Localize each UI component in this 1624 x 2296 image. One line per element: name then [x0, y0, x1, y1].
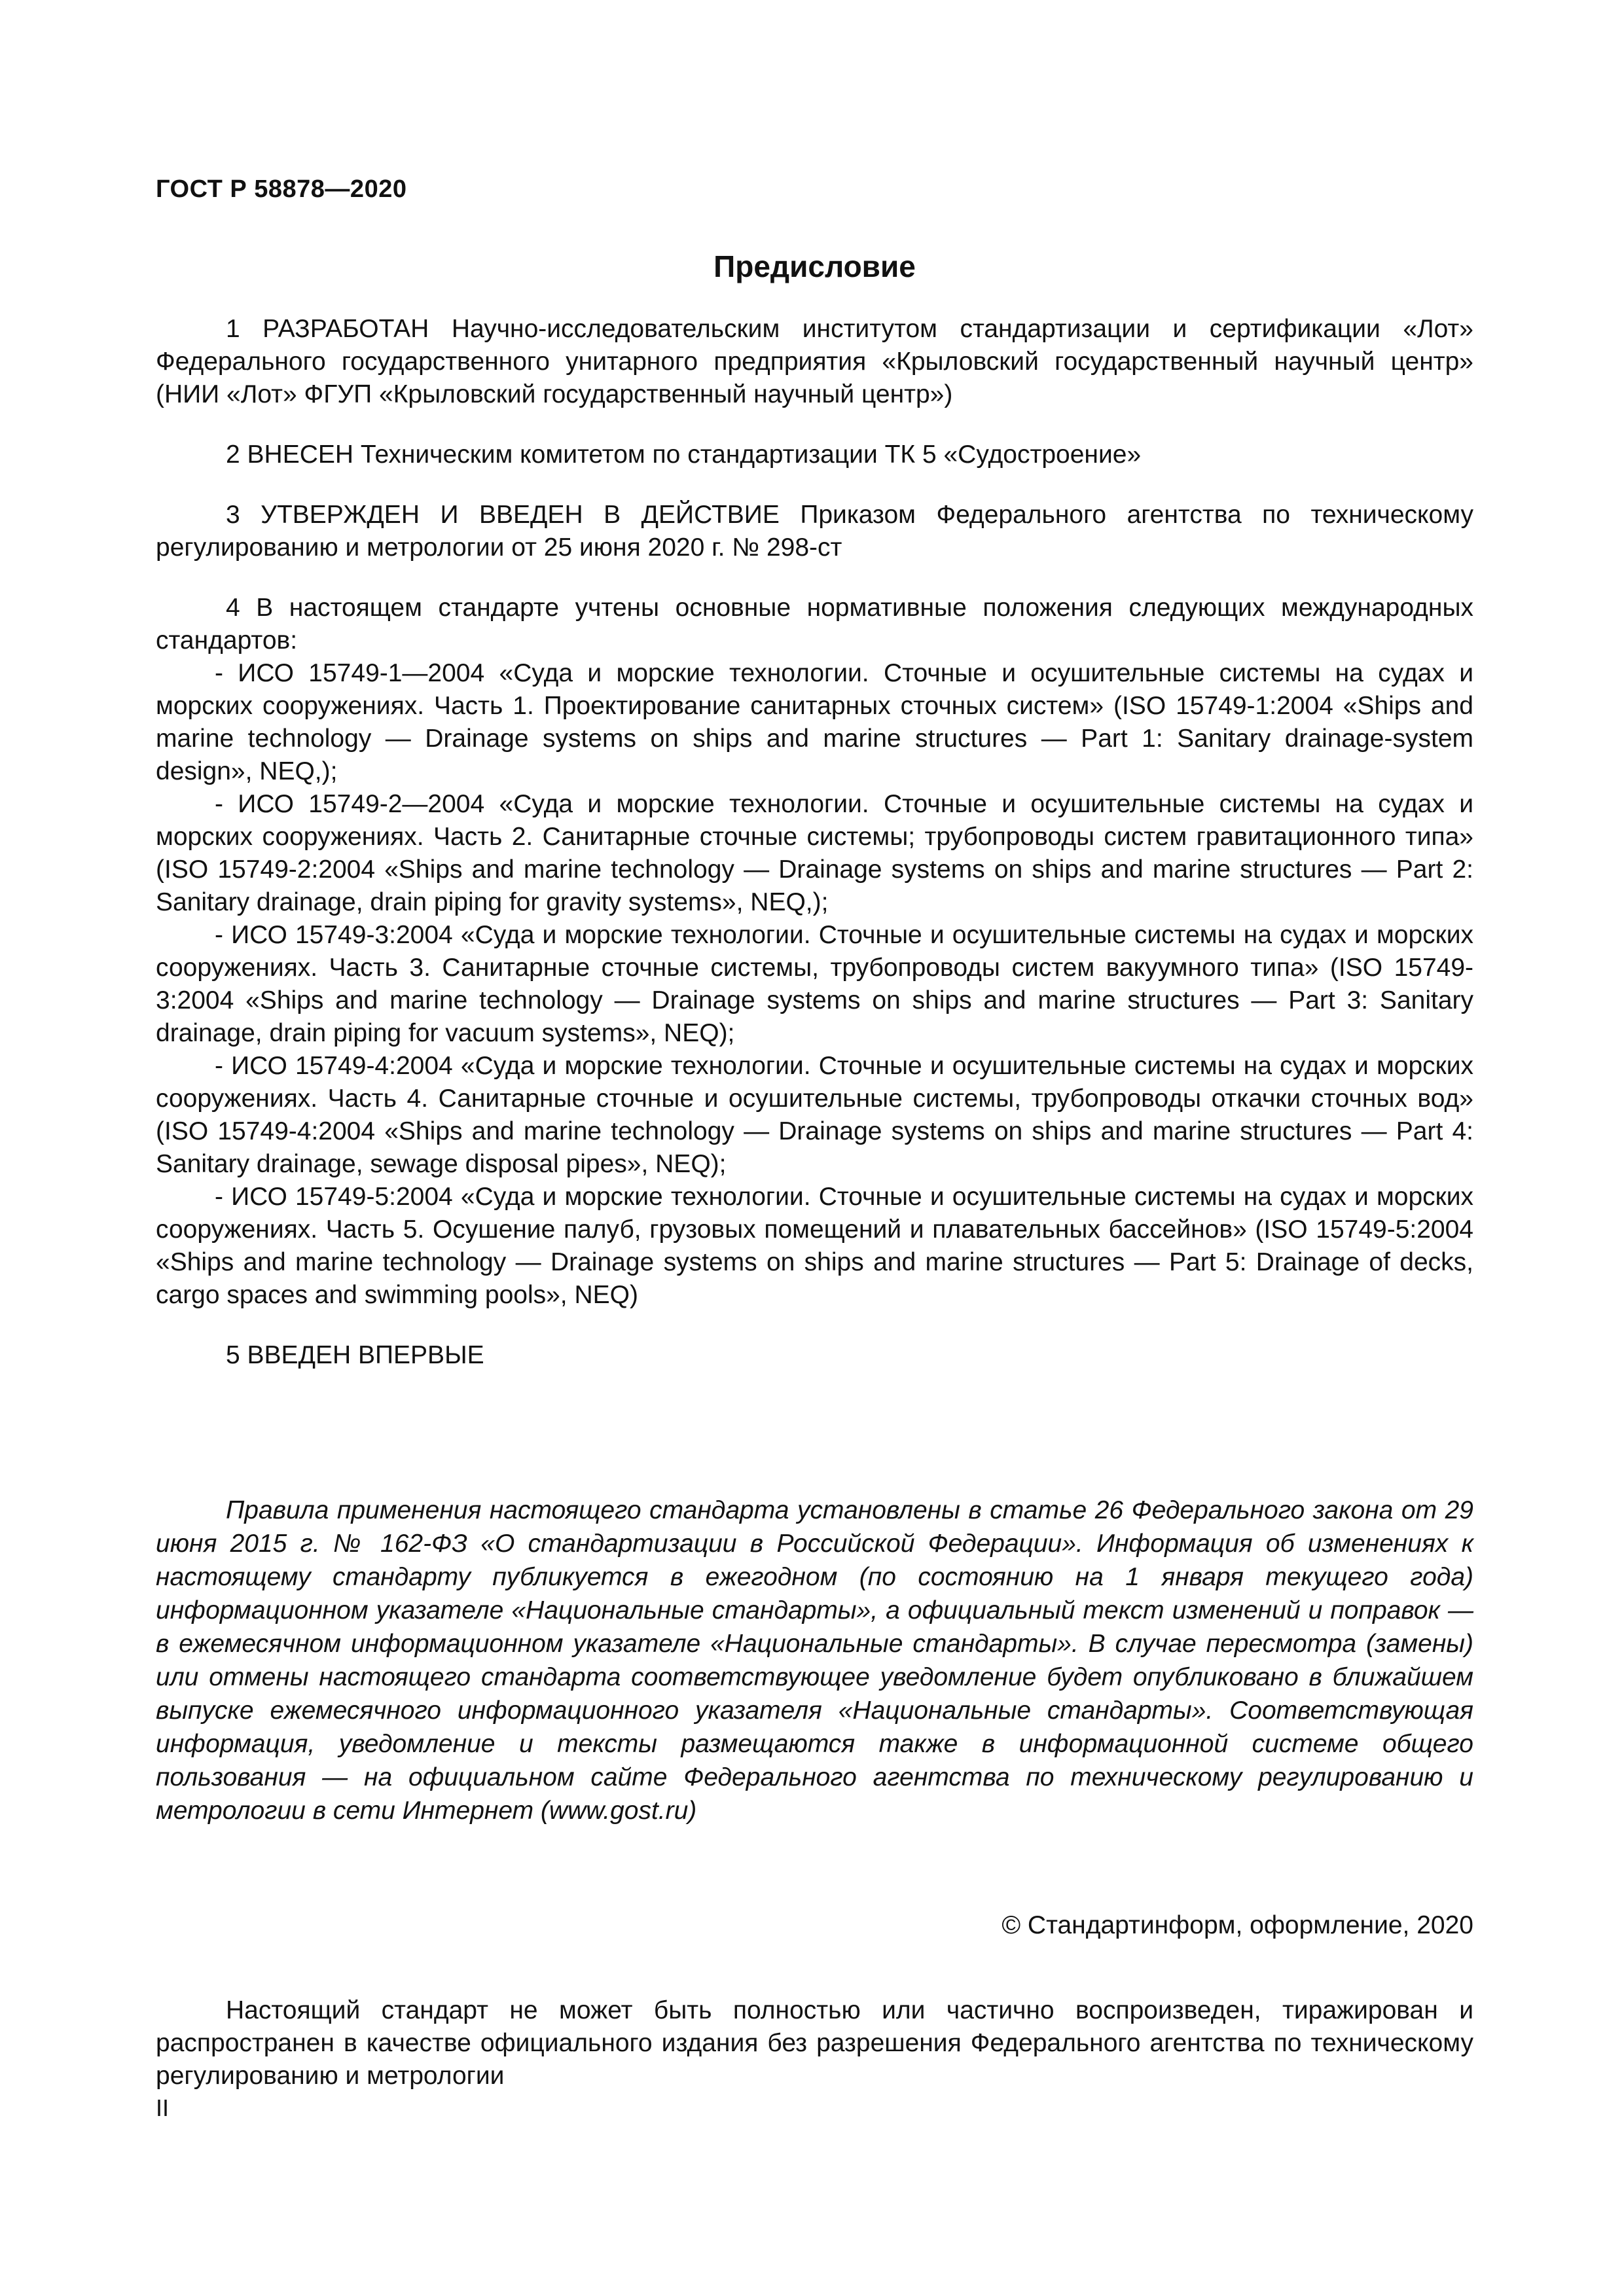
list-item: - ИСО 15749-1—2004 «Суда и морские технологии. Сточные и осушительные системы на судах и морских сооружениях. Часть 1. Проектирование санитарных сточных систем» (ISO 15749-1:2004 «Ships and marine technology — Drainage systems on ships and marine structures — Part 1: Sanitary drainage-system design», NEQ,); [156, 659, 1473, 785]
legal-notice: Правила применения настоящего стандарта установлены в статье 26 Федерального закона от 29 июня 2015 г. № 162-ФЗ «О стандартизации в Российской Федерации». Информация об изменениях к настоящему стандарту публикуется в ежегодном (по состоянию на 1 января текущего года) информационном указателе «Национальные стандарты», а официальный текст изменений и поправок — в ежемесячном информационном указателе «Национальные стандарты». В случае пересмотра (замены) или отмены настоящего стандарта соответствующее уведомление будет опубликовано в ближайшем выпуске ежемесячного информационного указателя «Национальные стандарты». Соответствующая информация, уведомление и тексты размещаются также в информационной системе общего пользования — на официальном сайте Федерального агентства по техническому регулированию и метрологии в сети Интернет (www.gost.ru) [156, 1496, 1473, 1825]
paragraph-developed: 1 РАЗРАБОТАН Научно-исследовательским институтом стандартизации и сертификации «Лот» Федерального государственного унитарного предприятия «Крыловский государственный научный центр» (НИИ «Лот» ФГУП «Крыловский государственный научный центр») [156, 315, 1473, 408]
page-title: Предисловие [713, 249, 916, 283]
paragraph-standards-intro: 4 В настоящем стандарте учтены основные нормативные положения следующих международных стандартов: [156, 594, 1473, 655]
list-item: - ИСО 15749-4:2004 «Суда и морские технологии. Сточные и осушительные системы на судах и морских сооружениях. Часть 4. Санитарные сточные и осушительные системы, трубопроводы откачки сточных вод» (ISO 15749-4:2004 «Ships and marine technology — Drainage systems on ships and marine structures — Part 4: Sanitary drainage, sewage disposal pipes», NEQ); [156, 1052, 1473, 1178]
preface-body [156, 313, 1473, 1372]
page-number: II [156, 2094, 170, 2121]
paragraph-submitted: 2 ВНЕСЕН Техническим комитетом по стандартизации ТК 5 «Судостроение» [226, 440, 1142, 469]
list-item: - ИСО 15749-2—2004 «Суда и морские технологии. Сточные и осушительные системы на судах и морских сооружениях. Часть 2. Санитарные сточные системы; трубопроводы систем гравитационного типа» (ISO 15749-2:2004 «Ships and marine technology — Drainage systems on ships and marine structures — Part 2: Sanitary drainage, drain piping for gravity systems», NEQ,); [156, 790, 1473, 916]
paragraph-first-introduced: 5 ВВЕДЕН ВПЕРВЫЕ [226, 1341, 484, 1369]
document-code: ГОСТ Р 58878—2020 [156, 175, 407, 203]
rights-statement: Настоящий стандарт не может быть полностью или частично воспроизведен, тиражирован и распространен в качестве официального издания без разрешения Федерального агентства по техническому регулированию и метрологии [156, 1996, 1473, 2090]
list-item: - ИСО 15749-3:2004 «Суда и морские технологии. Сточные и осушительные системы на судах и морских сооружениях. Часть 3. Санитарные сточные системы, трубопроводы систем вакуумного типа» (ISO 15749-3:2004 «Ships and marine technology — Drainage systems on ships and marine structures — Part 3: Sanitary drainage, drain piping for vacuum systems», NEQ); [156, 921, 1473, 1047]
copyright-line: © Стандартинформ, оформление, 2020 [1001, 1911, 1473, 1939]
paragraph-approved: 3 УТВЕРЖДЕН И ВВЕДЕН В ДЕЙСТВИЕ Приказом Федерального агентства по техническому регулированию и метрологии от 25 июня 2020 г. № 298-ст [156, 501, 1473, 562]
list-item: - ИСО 15749-5:2004 «Суда и морские технологии. Сточные и осушительные системы на судах и морских сооружениях. Часть 5. Осушение палуб, грузовых помещений и плавательных бассейнов» (ISO 15749-5:2004 «Ships and marine technology — Drainage systems on ships and marine structures — Part 5: Drainage of decks, cargo spaces and swimming pools», NEQ) [156, 1183, 1473, 1309]
